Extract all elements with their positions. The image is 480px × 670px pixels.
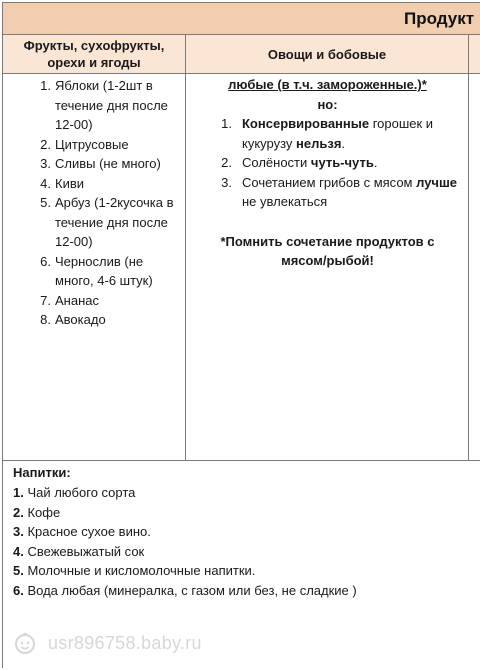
list-item: 5. Молочные и кисломолочные напитки.	[13, 563, 256, 578]
list-item: 4. Киви	[40, 175, 85, 191]
list-item: 3. Сочетанием грибов с мясом лучше не увлекаться	[221, 174, 458, 209]
list-item: 4. Свежевыжатый сок	[13, 543, 145, 559]
list-item: 2. Солёности чуть-чуть.	[221, 155, 378, 170]
list-item: 6. Вода любая (минералка, с газом или без, не сладкие )	[13, 582, 357, 598]
list-item: 2. Цитрусовые	[40, 136, 129, 152]
baby-face-icon	[12, 632, 38, 654]
veg-cell	[186, 74, 469, 461]
third-column-header	[469, 35, 480, 74]
list-item: 8. Авокадо	[40, 312, 106, 327]
fruits-list	[3, 76, 186, 330]
fruits-cell	[3, 74, 186, 461]
list-item: 1. Консервированные горошек и кукурузу нельзя.	[221, 116, 434, 151]
title-bar	[3, 3, 480, 35]
drinks-heading: Напитки:	[13, 465, 71, 480]
veg-any-line: любые (в т.ч. замороженные.)*	[228, 77, 427, 92]
list-item: 1. Чай любого сорта	[13, 485, 136, 500]
fruits-column-header	[3, 35, 186, 74]
veg-note: *Помнить сочетание продуктов с мясом/рыбой!	[220, 233, 435, 268]
veg-header-label: Овощи и бобовые	[267, 46, 387, 62]
watermark-text: usr896758.baby.ru	[48, 632, 202, 653]
veg-list	[186, 114, 469, 212]
list-item: 2. Кофе	[13, 504, 61, 520]
watermark	[12, 632, 202, 654]
list-item: 5. Арбуз (1-2кусочка в течение дня после 12-00)	[40, 195, 174, 249]
list-item: 6. Чернослив (не много, 4-6 штук)	[40, 253, 153, 288]
list-item: 1. Яблоки (1-2шт в течение дня после 12-00)	[40, 78, 168, 132]
veg-column-header	[186, 35, 469, 74]
veg-content	[186, 74, 469, 271]
list-item: 3. Красное сухое вино.	[13, 524, 151, 539]
list-item: 3. Сливы (не много)	[40, 156, 161, 171]
fruits-header-label: Фрукты, сухофрукты, орехи и ягоды	[23, 38, 165, 70]
veg-but-line: но:	[317, 96, 338, 112]
menu-table	[2, 2, 480, 668]
list-item: 7. Ананас	[40, 292, 99, 308]
third-cell	[469, 74, 480, 461]
drinks-list	[13, 483, 357, 600]
table-title: Продукт	[404, 9, 475, 28]
